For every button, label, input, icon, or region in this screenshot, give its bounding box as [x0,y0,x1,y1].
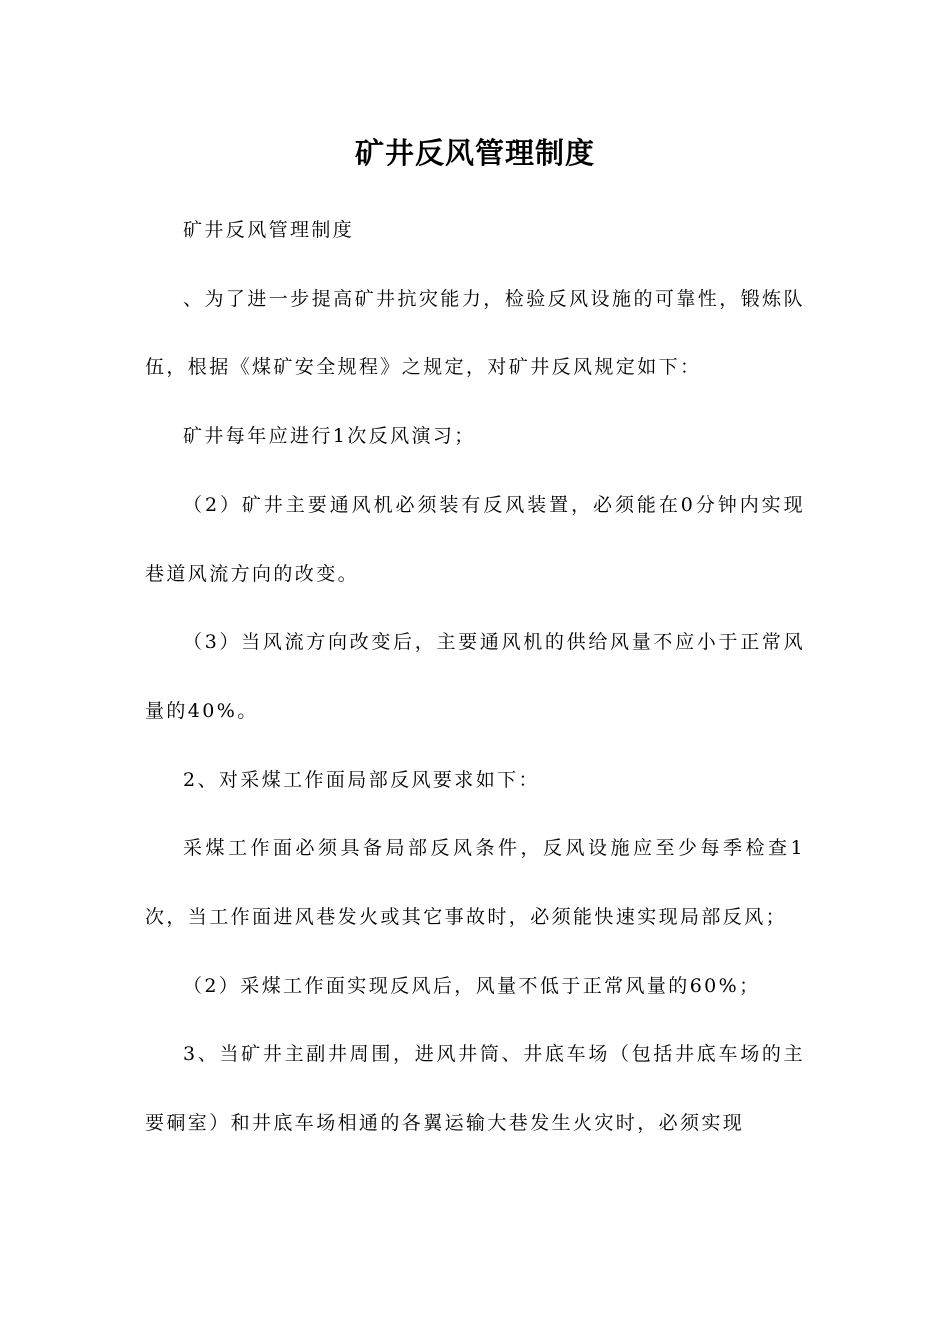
paragraph-3: 矿井每年应进行1次反风演习； [183,425,476,448]
paragraph-7: 采煤工作面必须具备局部反风条件，反风设施应至少每季检查1次，当工作面进风巷发火或其它事故时，必须能快速实现局部反风； [145,837,805,929]
paragraph-9: 3、当矿井主副井周围，进风井筒、井底车场（包括井底车场的主要硐室）和井底车场相通的各翼运输大巷发生火灾时，必须实现 [145,1043,805,1135]
paragraph-5: （3）当风流方向改变后，主要通风机的供给风量不应小于正常风量的40%。 [145,631,805,722]
paragraph-8: （2）采煤工作面实现反风后，风量不低于正常风量的60%； [183,974,761,997]
paragraph-2: 、为了进一步提高矿井抗灾能力，检验反风设施的可靠性，锻炼队伍，根据《煤矿安全规程》之规定，对矿井反风规定如下： [145,287,805,379]
paragraph-1: 矿井反风管理制度 [183,219,355,241]
paragraph-6: 2、对采煤工作面局部反风要求如下： [183,768,540,791]
document-body [145,196,805,1158]
paragraph-4: （2）矿井主要通风机必须装有反风装置，必须能在0分钟内实现巷道风流方向的改变。 [145,493,805,585]
document-title: 矿井反风管理制度 [354,136,595,170]
